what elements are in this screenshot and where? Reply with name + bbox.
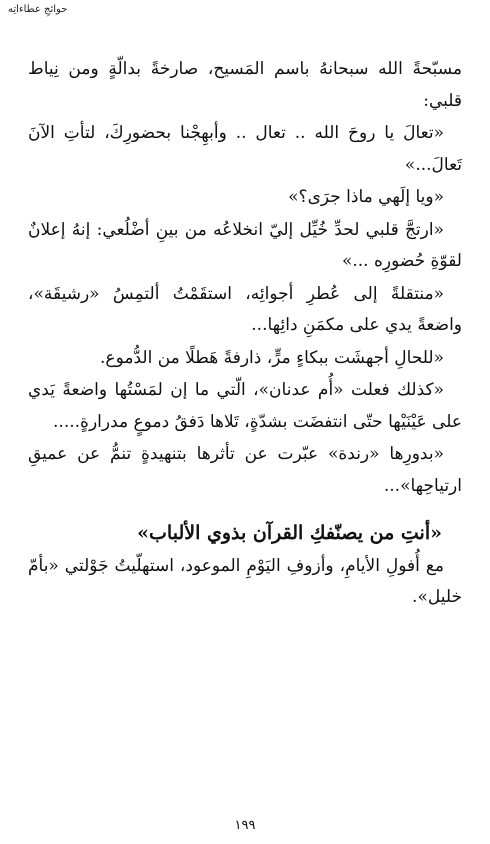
- running-header: حوائجِ عطاءاتِه: [8, 4, 68, 15]
- paragraph: «بدورِها «رندة» عبّرت عن تأثرها بتنهيدةٍ تنمُّ عن عميقِ ارتياحِها»...: [28, 444, 462, 496]
- paragraph: «كذلك فعلت «أُم عدنان»، الّتي ما إن لمَسْتُها واضعةً يَدي على عَيْنَيْها حتّى انتفضَت بشدّةٍ، تَلاها دَفقُ دموعٍ مدرارةٍ.....: [28, 380, 462, 432]
- body-text: [28, 54, 462, 615]
- paragraph: مع أُفولِ الأيامِ، وأزوفِ اليَوْمِ الموعود، استهلّيتُ جَوْلتي «بأمّ خليل».: [28, 555, 462, 607]
- section-heading: «أنتِ من يصنّفكِ القرآن بذوي الألباب»: [137, 522, 442, 544]
- paragraph: مسبّحةً الله سبحانهُ باسم المَسيح، صارخةً بدالّةٍ ومن نِياط قلبي:: [28, 59, 462, 111]
- paragraph: «تعالَ يا روحَ الله .. تعال .. وأبهِجْنا بحضورِكَ، لتأتِ الآنَ تَعالَ...»: [28, 123, 462, 175]
- paragraph: «ويا إلَهي ماذا جرَى؟»: [288, 187, 444, 207]
- page-number: ١٩٩: [234, 818, 256, 833]
- paragraph: «للحالِ أجهشَت ببكاءٍ مرٍّ، ذارفةً هَطلًا من الدُّموع.: [100, 347, 444, 368]
- paragraph: «منتقلةً إلى عُطرِ أجوائِه، استقَمْتُ ألتمِسُ «رشيقَة»، واضعةً يدي على مكمَنِ دائِها...: [28, 283, 462, 335]
- paragraph: «ارتجَّ قلبي لحدِّ خُيِّل إليّ انخلاعُه من بينِ أضْلُعي: إنهُ إعلانٌ لقوّةِ حُضورِه ...»: [28, 219, 462, 271]
